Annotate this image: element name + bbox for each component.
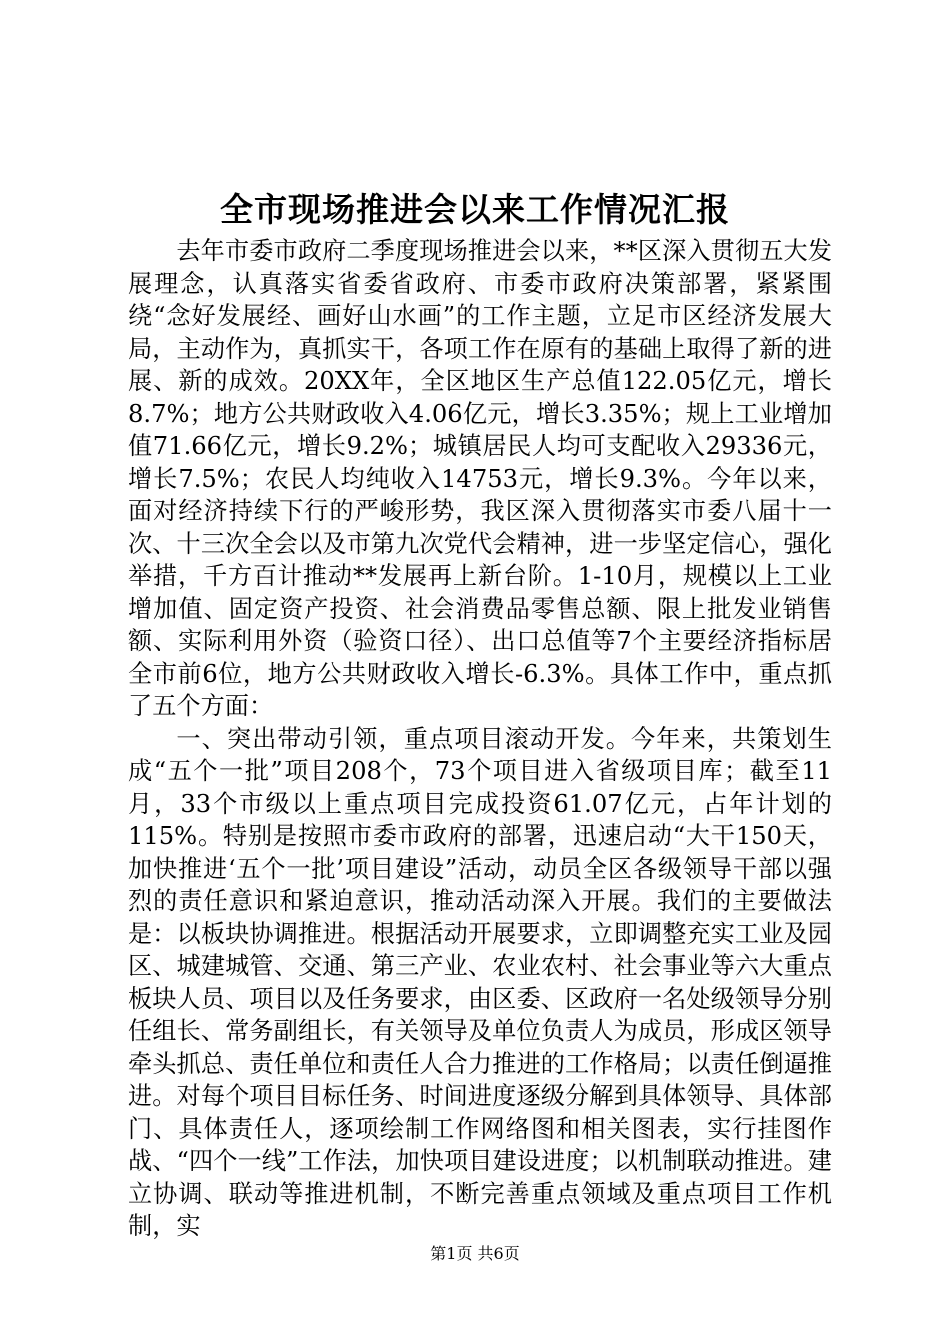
paragraph: 一、突出带动引领，重点项目滚动开发。今年来，共策划生成“五个一批”项目208个，73个项目进入省级项目库；截至11月，33个市级以上重点项目完成投资61.07亿元，占年计划的115%。特别是按照市委市政府的部署，迅速启动“大干150天，加快推进‘五个一批’项目建设”活动，动员全区各级领导干部以强烈的责任意识和紧迫意识，推动活动深入开展。我们的主要做法是：以板块协调推进。根据活动开展要求，立即调整充实工业及园区、城建城管、交通、第三产业、农业农村、社会事业等六大重点板块人员、项目以及任务要求，由区委、区政府一名处级领导分别任组长、常务副组长，有关领导及单位负责人为成员，形成区领导牵头抓总、责任单位和责任人合力推进的工作格局；以责任倒逼推进。对每个项目目标任务、时间进度逐级分解到具体领导、具体部门、具体责任人，逐项绘制工作网络图和相关图表，实行挂图作战、“四个一线”工作法，加快项目建设进度；以机制联动推进。建立协调、联动等推进机制，不断完善重点领域及重点项目工作机制，实: [128, 724, 832, 1240]
document-title: 全市现场推进会以来工作情况汇报: [220, 190, 730, 229]
document-body: [128, 235, 832, 1243]
paragraph: 去年市委市政府二季度现场推进会以来，**区深入贯彻五大发展理念，认真落实省委省政府、市委市政府决策部署，紧紧围绕“念好发展经、画好山水画”的工作主题，立足市区经济发展大局，主动作为，真抓实干，各项工作在原有的基础上取得了新的进展、新的成效。20XX年，全区地区生产总值122.05亿元，增长8.7%；地方公共财政收入4.06亿元，增长3.35%；规上工业增加值71.66亿元，增长9.2%；城镇居民人均可支配收入29336元，增长7.5%；农民人均纯收入14753元，增长9.3%。今年以来，面对经济持续下行的严峻形势，我区深入贯彻落实市委八届十一次、十三次全会以及市第九次党代会精神，进一步坚定信心，强化举措，千方百计推动**发展再上新台阶。1-10月，规模以上工业增加值、固定资产投资、社会消费品零售总额、限上批发业销售额、实际利用外资（验资口径）、出口总值等7个主要经济指标居全市前6位，地方公共财政收入增长-6.3%。具体工作中，重点抓了五个方面：: [128, 237, 832, 720]
page-number-footer: 第1页 共6页: [430, 1244, 520, 1263]
